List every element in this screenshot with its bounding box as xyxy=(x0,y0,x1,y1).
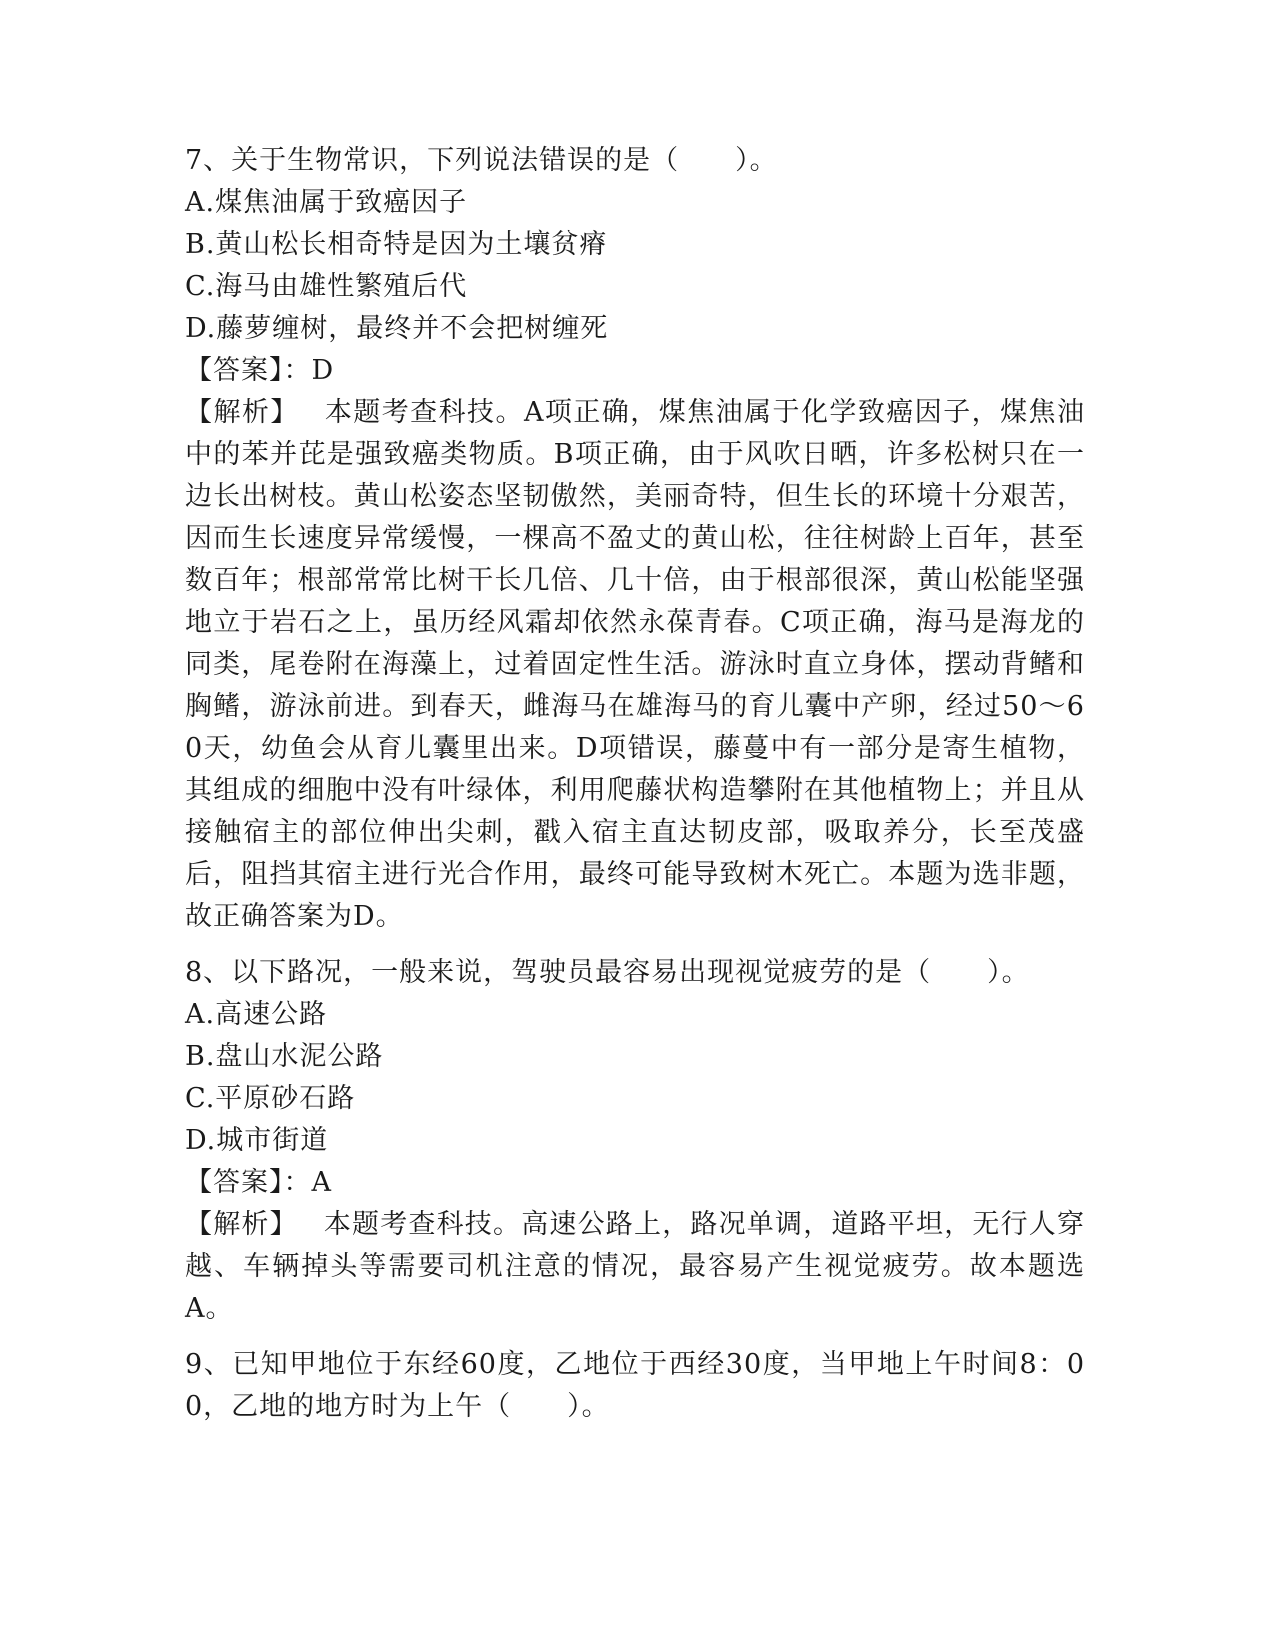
answer-label: 【答案】： xyxy=(185,1167,312,1198)
option-a: A.高速公路 xyxy=(185,999,328,1030)
analysis xyxy=(185,1204,1085,1330)
question-stem: 8、以下路况，一般来说，驾驶员最容易出现视觉疲劳的是（ ）。 xyxy=(185,957,1030,988)
option-c: C.海马由雄性繁殖后代 xyxy=(185,271,468,302)
option-d: D.藤萝缠树，最终并不会把树缠死 xyxy=(185,313,609,344)
option-a: A.煤焦油属于致癌因子 xyxy=(185,187,468,218)
question-7 xyxy=(185,140,1085,938)
option-c: C.平原砂石路 xyxy=(185,1083,356,1114)
analysis-text: 本题考查科技。高速公路上，路况单调，道路平坦，无行人穿越、车辆掉头等需要司机注意的情况，最容易产生视觉疲劳。故本题选A。 xyxy=(185,1209,1086,1324)
document-page xyxy=(185,140,1085,1428)
option-d: D.城市街道 xyxy=(185,1125,329,1156)
analysis-label: 【解析】 xyxy=(185,1209,298,1240)
answer-value: A xyxy=(311,1167,332,1198)
answer-value: D xyxy=(311,355,335,386)
question-9 xyxy=(185,1344,1085,1428)
answer-line xyxy=(185,350,1085,392)
option-b: B.盘山水泥公路 xyxy=(185,1041,384,1072)
question-8 xyxy=(185,952,1085,1330)
question-stem: 9、已知甲地位于东经60度，乙地位于西经30度，当甲地上午时间8：00，乙地的地方时为上午（ ）。 xyxy=(185,1349,1085,1422)
question-stem: 7、关于生物常识，下列说法错误的是（ ）。 xyxy=(185,145,778,176)
analysis-label: 【解析】 xyxy=(185,397,299,428)
answer-line xyxy=(185,1162,1085,1204)
analysis xyxy=(185,392,1085,938)
option-b: B.黄山松长相奇特是因为土壤贫瘠 xyxy=(185,229,608,260)
analysis-text: 本题考查科技。A项正确，煤焦油属于化学致癌因子，煤焦油中的苯并芘是强致癌类物质。B项正确，由于风吹日晒，许多松树只在一边长出树枝。黄山松姿态坚韧傲然，美丽奇特，但生长的环境十分艰苦，因而生长速度异常缓慢，一棵高不盈丈的黄山松，往往树龄上百年，甚至数百年；根部常常比树干长几倍、几十倍，由于根部很深，黄山松能坚强地立于岩石之上，虽历经风霜却依然永葆青春。C项正确，海马是海龙的同类，尾卷附在海藻上，过着固定性生活。游泳时直立身体，摆动背鳍和胸鳍，游泳前进。到春天，雌海马在雄海马的育儿囊中产卵，经过50～60天，幼鱼会从育儿囊里出来。D项错误，藤蔓中有一部分是寄生植物，其组成的细胞中没有叶绿体，利用爬藤状构造攀附在其他植物上；并且从接触宿主的部位伸出尖刺，戳入宿主直达韧皮部，吸取养分，长至茂盛后，阻挡其宿主进行光合作用，最终可能导致树木死亡。本题为选非题，故正确答案为D。 xyxy=(185,397,1086,932)
answer-label: 【答案】： xyxy=(185,355,312,386)
